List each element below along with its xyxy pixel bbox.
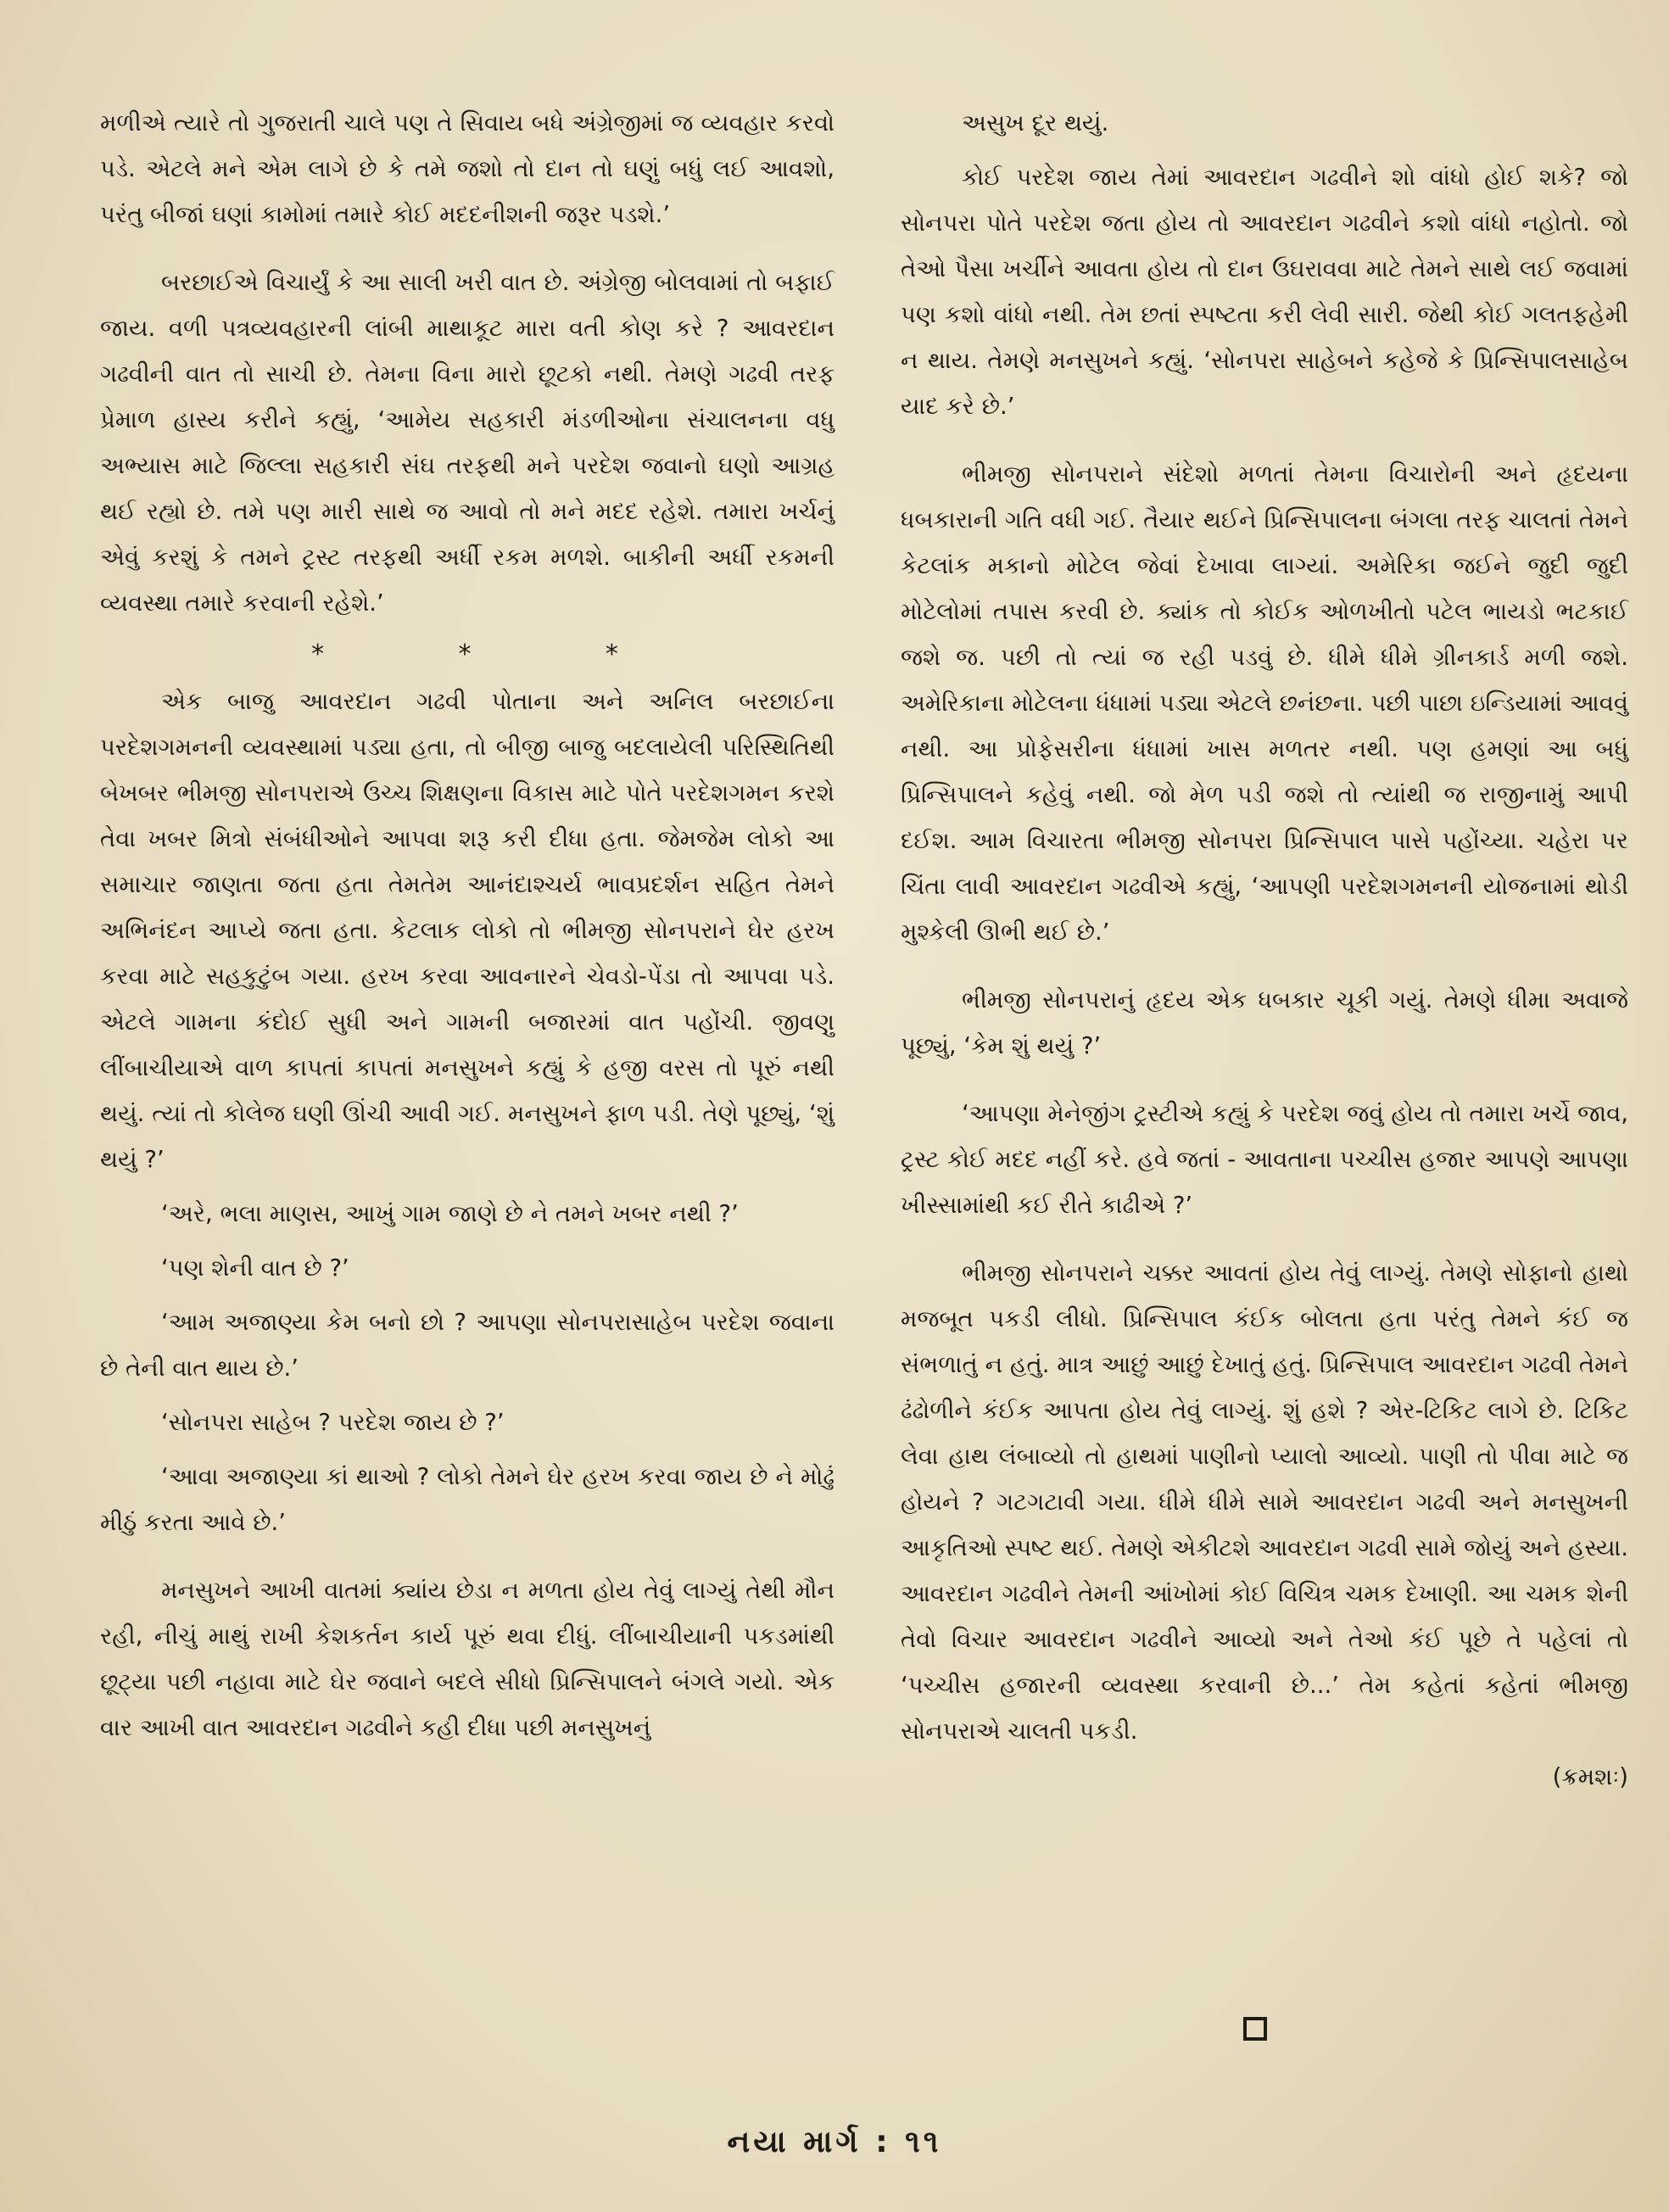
paragraph: કોઈ પરદેશ જાય તેમાં આવરદાન ગઢવીને શો વાંધો હોઈ શકે? જો સોનપરા પોતે પરદેશ જતા હોય તો આવરદાન ગઢવીને કશો વાંધો નહોતો. જો તેઓ પૈસા ખર્ચીને આવતા હોય તો દાન ઉઘરાવવા માટે તેમને સાથે લઈ જવામાં પણ કશો વાંધો નથી. તેમ છતાં સ્પષ્ટતા કરી લેવી સારી. જેથી કોઈ ગલતફહેમી ન થાય. તેમણે મનસુખને કહ્યું. ‘સોનપરા સાહેબને કહેજે કે પ્રિન્સિપાલસાહેબ યાદ કરે છે.’ (901, 164, 1628, 420)
dialogue-line: ‘આપણા મેનેજીંગ ટ્રસ્ટીએ કહ્યું કે પરદેશ જવું હોય તો તમારા ખર્ચે જાવ, ટ્રસ્ટ કોઈ મદદ નહીં કરે. હવે જતાં - આવતાના પચ્ચીસ હજાર આપણે આપણા ખીસ્સામાંથી કઈ રીતે કાઢીએ ?’ (901, 1100, 1628, 1219)
paragraph: ભીમજી સોનપરાને સંદેશો મળતાં તેમના વિચારોની અને હૃદયના ધબકારાની ગતિ વધી ગઈ. તૈયાર થઈને પ્રિન્સિપાલના બંગલા તરફ ચાલતાં તેમને કેટલાંક મકાનો મોટેલ જેવાં દેખાવા લાગ્યાં. અમેરિકા જઈને જુદી જુદી મોટેલોમાં તપાસ કરવી છે. ક્યાંક તો કોઈક ઓળખીતો પટેલ ભાયડો ભટકાઈ જશે જ. પછી તો ત્યાં જ રહી પડવું છે. ધીમે ધીમે ગ્રીનકાર્ડ મળી જશે. અમેરિકાના મોટેલના ધંધામાં પડ્યા એટલે છનંછના. પછી પાછા ઇન્ડિયામાં આવવું નથી. આ પ્રોફેસરીના ધંધામાં ખાસ મળતર નથી. પણ હમણાં આ બધું પ્રિન્સિપાલને કહેવું નથી. જો મેળ પડી જશે તો ત્યાંથી જ રાજીનામું આપી દઈશ. આમ વિચારતા ભીમજી સોનપરા પ્રિન્સિપાલ પાસે પહોંચ્યા. ચહેરા પર ચિંતા લાવી આવરદાન ગઢવીએ કહ્યું, ‘આપણી પરદેશગમનની યોજનામાં થોડી મુશ્કેલી ઊભી થઈ છે.’ (901, 461, 1628, 946)
separator-star: * (458, 640, 472, 669)
separator-star: * (311, 640, 325, 669)
dialogue-line: ‘સોનપરા સાહેબ ? પરદેશ જાય છે ?’ (161, 1409, 505, 1436)
right-column (901, 100, 1628, 1800)
separator-star: * (605, 640, 618, 669)
dialogue-line: ‘આમ અજાણ્યા કેમ બનો છો ? આપણા સોનપરાસાહેબ પરદેશ જવાના છે તેની વાત થાય છે.’ (100, 1309, 834, 1382)
page-footer: નયા માર્ગ : ૧૧ (727, 2125, 942, 2159)
paragraph: મનસુખને આખી વાતમાં ક્યાંય છેડા ન મળતા હોય તેવું લાગ્યું તેથી મૌન રહી, નીચું માથું રાખી કેશકર્તન કાર્ય પૂરું થવા દીધું. લીંબાચીયાની પકડમાંથી છૂટ્યા પછી નહાવા માટે ઘેર જવાને બદલે સીધો પ્રિન્સિપાલને બંગલે ગયો. એક વાર આખી વાત આવરદાન ગઢવીને કહી દીધા પછી મનસુખનું (100, 1577, 834, 1741)
dialogue-line: ‘પણ શેની વાત છે ?’ (161, 1254, 349, 1282)
paragraph: ભીમજી સોનપરાનું હૃદય એક ધબકાર ચૂકી ગયું. તેમણે ધીમા અવાજે પૂછ્યું, ‘કેમ શું થયું ?’ (901, 986, 1628, 1059)
dialogue-line: ‘અરે, ભલા માણસ, આખું ગામ જાણે છે ને તમને ખબર નથી ?’ (161, 1200, 739, 1227)
dialogue-line: ‘આવા અજાણ્યા કાં થાઓ ? લોકો તેમને ઘેર હરખ કરવા જાય છે ને મોઢું મીઠું કરતા આવે છે.’ (100, 1463, 834, 1536)
paragraph: મળીએ ત્યારે તો ગુજરાતી ચાલે પણ તે સિવાય બધે અંગ્રેજીમાં જ વ્યવહાર કરવો પડે. એટલે મને એમ લાગે છે કે તમે જશો તો દાન તો ઘણું બધું લઈ આવશો, પરંતુ બીજાં ઘણાં કામોમાં તમારે કોઈ મદદનીશની જરૂર પડશે.’ (100, 109, 834, 228)
paragraph: બરછાઈએ વિચાર્યું કે આ સાલી ખરી વાત છે. અંગ્રેજી બોલવામાં તો બફાઈ જાય. વળી પત્રવ્યવહારની લાંબી માથાકૂટ મારા વતી કોણ કરે ? આવરદાન ગઢવીની વાત તો સાચી છે. તેમના વિના મારો છૂટકો નથી. તેમણે ગઢવી તરફ પ્રેમાળ હાસ્ય કરીને કહ્યું, ‘આમેય સહકારી મંડળીઓના સંચાલનના વધુ અભ્યાસ માટે જિલ્લા સહકારી સંઘ તરફથી મને પરદેશ જવાનો ઘણો આગ્રહ થઈ રહ્યો છે. તમે પણ મારી સાથે જ આવો તો મને મદદ રહેશે. તમારા ખર્ચનું એવું કરશું કે તમને ટ્રસ્ટ તરફથી અર્ધી રકમ મળશે. બાકીની અર્ધી રકમની વ્યવસ્થા તમારે કરવાની રહેશે.’ (100, 269, 834, 617)
left-column (100, 100, 834, 1751)
section-separator (244, 638, 685, 672)
continued-note: (ક્રમશઃ) (1552, 1763, 1628, 1790)
paragraph: ભીમજી સોનપરાને ચક્કર આવતાં હોય તેવું લાગ્યું. તેમણે સોફાનો હાથો મજબૂત પકડી લીધો. પ્રિન્સિપાલ કંઈક બોલતા હતા પરંતુ તેમને કંઈ જ સંભળાતું ન હતું. માત્ર આછું આછું દેખાતું હતું. પ્રિન્સિપાલ આવરદાન ગઢવી તેમને ઢંઢોળીને કંઈક આપતા હોય તેવું લાગ્યું. શું હશે ? એર-ટિકિટ લાગે છે. ટિકિટ લેવા હાથ લંબાવ્યો તો હાથમાં પાણીનો પ્યાલો આવ્યો. પાણી તો પીવા માટે જ હોયને ? ગટગટાવી ગયા. ધીમે ધીમે સામે આવરદાન ગઢવી અને મનસુખની આકૃતિઓ સ્પષ્ટ થઈ. તેમણે એકીટશે આવરદાન ગઢવી સામે જોયું અને હસ્યા. આવરદાન ગઢવીને તેમની આંખોમાં કોઈ વિચિત્ર ચમક દેખાણી. આ ચમક શેની તેવો વિચાર આવરદાન ગઢવીને આવ્યો અને તેઓ કંઈ પૂછે તે પહેલાં તો ‘પચ્ચીસ હજારની વ્યવસ્થા કરવાની છે...’ તેમ કહેતાં કહેતાં ભીમજી સોનપરાએ ચાલતી પકડી. (901, 1260, 1628, 1745)
end-of-article-mark (1243, 2017, 1267, 2041)
paragraph: એક બાજુ આવરદાન ગઢવી પોતાના અને અનિલ બરછાઈના પરદેશગમનની વ્યવસ્થામાં પડ્યા હતા, તો બીજી બાજુ બદલાયેલી પરિસ્થિતિથી બેખબર ભીમજી સોનપરાએ ઉચ્ચ શિક્ષણના વિકાસ માટે પોતે પરદેશગમન કરશે તેવા ખબર મિત્રો સંબંધીઓને આપવા શરૂ કરી દીધા હતા. જેમજેમ લોકો આ સમાચાર જાણતા જતા હતા તેમતેમ આનંદાશ્ચર્ય ભાવપ્રદર્શન સહિત તેમને અભિનંદન આપ્યે જતા હતા. કેટલાક લોકો તો ભીમજી સોનપરાને ઘેર હરખ કરવા માટે સહકુટુંબ ગયા. હરખ કરવા આવનારને ચેવડો-પેંડા તો આપવા પડે. એટલે ગામના કંદોઈ સુધી અને ગામની બજારમાં વાત પહોંચી. જીવણુ લીંબાચીયાએ વાળ કાપતાં કાપતાં મનસુખને કહ્યું કે હજી વરસ તો પૂરું નથી થયું. ત્યાં તો કોલેજ ઘણી ઊંચી આવી ગઈ. મનસુખને ફાળ પડી. તેણે પૂછ્યું, ‘શું થયું ?’ (100, 688, 834, 1173)
paragraph: અસુખ દૂર થયું. (962, 109, 1109, 137)
